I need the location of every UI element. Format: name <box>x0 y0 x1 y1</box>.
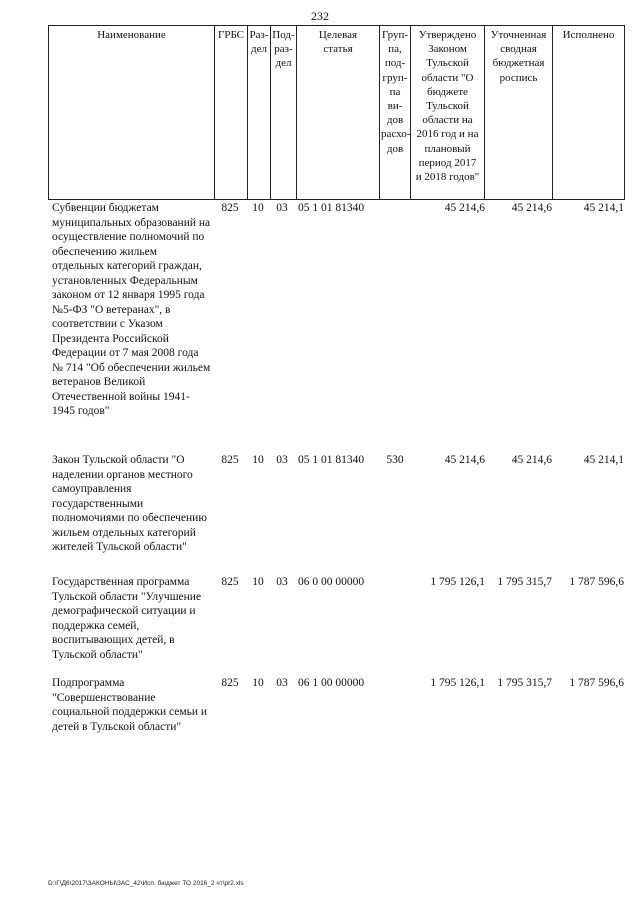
row-name: Государственная программа Тульской области "Улучшение демографической ситуации и поддержка семей, воспитывающих детей, в Тульской области" <box>52 576 202 661</box>
table-row <box>48 676 624 733</box>
header-podrazdel: Под- раз- дел <box>271 26 297 200</box>
row-razdel: 10 <box>252 576 264 588</box>
row-grbs: 825 <box>221 454 239 466</box>
row-name: Подпрограмма "Совершенствование социальной поддержки семьи и детей в Тульской области" <box>52 677 208 733</box>
file-path-footer: D:\Г\Д6\2017\ЗАКОНЫ\ЗАС_42\Исп. бюджет ТО 2016_2 чт\pr2.xls <box>48 880 244 887</box>
row-podrazdel: 03 <box>276 576 288 588</box>
header-refined: Уточненная сводная бюджетная роспись <box>485 26 553 200</box>
header-group: Груп- па, под- груп- па ви- дов расхо- дов <box>380 26 411 200</box>
row-podrazdel: 03 <box>276 677 288 689</box>
row-grbs: 825 <box>221 677 239 689</box>
row-refined: 45 214,6 <box>511 202 552 214</box>
row-approved: 1 795 126,1 <box>430 576 485 588</box>
row-executed: 1 787 596,6 <box>569 576 624 588</box>
row-podrazdel: 03 <box>276 454 288 466</box>
header-approved: Утверждено Законом Тульской области "О бюджете Тульской области на 2016 год и на плановый период 2017 и 2018 годов" <box>411 26 485 200</box>
row-approved: 1 795 126,1 <box>430 677 485 689</box>
row-executed: 45 214,1 <box>583 454 624 466</box>
table-header <box>48 25 625 200</box>
row-cs: 05 1 01 81340 <box>298 454 365 466</box>
row-refined: 1 795 315,7 <box>497 677 552 689</box>
header-name: Наименование <box>49 26 215 200</box>
row-approved: 45 214,6 <box>444 202 485 214</box>
table-row <box>48 575 624 661</box>
table-row <box>48 453 624 553</box>
row-approved: 45 214,6 <box>444 454 485 466</box>
page-number: 232 <box>311 9 329 23</box>
row-cs: 05 1 01 81340 <box>298 202 365 214</box>
header-executed: Исполнено <box>553 26 625 200</box>
row-refined: 45 214,6 <box>511 454 552 466</box>
row-group: 530 <box>386 454 404 466</box>
row-podrazdel: 03 <box>276 202 288 214</box>
row-executed: 1 787 596,6 <box>569 677 624 689</box>
row-razdel: 10 <box>252 202 264 214</box>
row-grbs: 825 <box>221 202 239 214</box>
header-razdel: Раз- дел <box>248 26 271 200</box>
header-grbs: ГРБС <box>215 26 248 200</box>
header-cs: Целевая статья <box>297 26 380 200</box>
row-name: Закон Тульской области "О наделении органов местного самоуправления государственными полномочиями по обеспечению жильем отдельных категорий жителей Тульской области" <box>52 454 207 553</box>
row-name: Субвенции бюджетам муниципальных образований на осуществление полномочий по обеспечению жильем отдельных категорий граждан, установленных Федеральным законом от 12 января 1995 года №5-ФЗ "О ветеранах", в соответствии с Указом Президента Российской Федерации от 7 мая 2008 года № 714 "Об обеспечении жильем ветеранов Великой Отечественной войны 1941- 1945 годов" <box>52 202 211 417</box>
row-razdel: 10 <box>252 677 264 689</box>
row-executed: 45 214,1 <box>583 202 624 214</box>
row-cs: 06 1 00 00000 <box>298 677 365 689</box>
table-row <box>48 201 624 417</box>
row-refined: 1 795 315,7 <box>497 576 552 588</box>
row-razdel: 10 <box>252 454 264 466</box>
row-cs: 06 0 00 00000 <box>298 576 365 588</box>
row-grbs: 825 <box>221 576 239 588</box>
